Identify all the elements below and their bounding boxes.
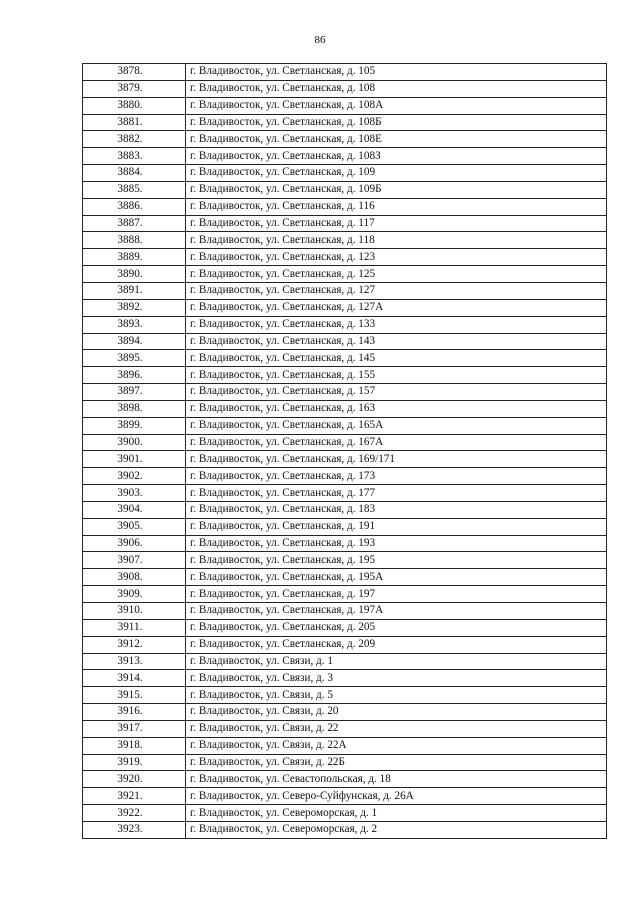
address-cell: г. Владивосток, ул. Светланская, д. 133 (186, 316, 607, 333)
row-number-cell: 3892. (83, 299, 186, 316)
table-row (83, 181, 607, 198)
address-cell: г. Владивосток, ул. Светланская, д. 165А (186, 417, 607, 434)
table-row (83, 400, 607, 417)
row-number-cell: 3880. (83, 97, 186, 114)
address-cell: г. Владивосток, ул. Светланская, д. 108Б (186, 114, 607, 131)
table-row (83, 299, 607, 316)
table-row (83, 249, 607, 266)
address-cell: г. Владивосток, ул. Светланская, д. 127А (186, 299, 607, 316)
address-cell: г. Владивосток, ул. Светланская, д. 117 (186, 215, 607, 232)
row-number-cell: 3886. (83, 198, 186, 215)
row-number-cell: 3918. (83, 737, 186, 754)
table-row (83, 653, 607, 670)
address-cell: г. Владивосток, ул. Светланская, д. 145 (186, 350, 607, 367)
table-row (83, 535, 607, 552)
address-cell: г. Владивосток, ул. Светланская, д. 108 (186, 80, 607, 97)
address-cell: г. Владивосток, ул. Светланская, д. 197 (186, 586, 607, 603)
row-number-cell: 3919. (83, 754, 186, 771)
row-number-cell: 3882. (83, 131, 186, 148)
address-cell: г. Владивосток, ул. Связи, д. 1 (186, 653, 607, 670)
table-row (83, 670, 607, 687)
row-number-cell: 3904. (83, 501, 186, 518)
table-row (83, 552, 607, 569)
address-cell: г. Владивосток, ул. Светланская, д. 109Б (186, 181, 607, 198)
row-number-cell: 3900. (83, 434, 186, 451)
row-number-cell: 3905. (83, 518, 186, 535)
row-number-cell: 3896. (83, 367, 186, 384)
table-row (83, 114, 607, 131)
row-number-cell: 3890. (83, 266, 186, 283)
table-row (83, 451, 607, 468)
table-row (83, 215, 607, 232)
address-cell: г. Владивосток, ул. Светланская, д. 143 (186, 333, 607, 350)
table-row (83, 586, 607, 603)
row-number-cell: 3912. (83, 636, 186, 653)
address-cell: г. Владивосток, ул. Светланская, д. 109 (186, 165, 607, 182)
table-row (83, 282, 607, 299)
row-number-cell: 3884. (83, 165, 186, 182)
row-number-cell: 3901. (83, 451, 186, 468)
address-cell: г. Владивосток, ул. Светланская, д. 108А (186, 97, 607, 114)
table-row (83, 131, 607, 148)
address-cell: г. Владивосток, ул. Связи, д. 20 (186, 704, 607, 721)
table-row (83, 417, 607, 434)
table-row (83, 754, 607, 771)
row-number-cell: 3898. (83, 400, 186, 417)
address-cell: г. Владивосток, ул. Североморская, д. 2 (186, 821, 607, 838)
table-row (83, 687, 607, 704)
address-cell: г. Владивосток, ул. Светланская, д. 169/171 (186, 451, 607, 468)
address-table (82, 63, 607, 839)
address-cell: г. Владивосток, ул. Светланская, д. 108Е (186, 131, 607, 148)
address-cell: г. Владивосток, ул. Светланская, д. 155 (186, 367, 607, 384)
row-number-cell: 3893. (83, 316, 186, 333)
table-row (83, 198, 607, 215)
row-number-cell: 3888. (83, 232, 186, 249)
address-cell: г. Владивосток, ул. Связи, д. 22Б (186, 754, 607, 771)
row-number-cell: 3923. (83, 821, 186, 838)
row-number-cell: 3903. (83, 485, 186, 502)
address-cell: г. Владивосток, ул. Светланская, д. 173 (186, 468, 607, 485)
table-row (83, 485, 607, 502)
address-cell: г. Владивосток, ул. Светланская, д. 163 (186, 400, 607, 417)
row-number-cell: 3881. (83, 114, 186, 131)
row-number-cell: 3883. (83, 148, 186, 165)
row-number-cell: 3920. (83, 771, 186, 788)
address-cell: г. Владивосток, ул. Светланская, д. 105 (186, 64, 607, 81)
table-row (83, 805, 607, 822)
address-cell: г. Владивосток, ул. Светланская, д. 177 (186, 485, 607, 502)
address-table-body (83, 64, 607, 839)
table-row (83, 148, 607, 165)
table-row (83, 821, 607, 838)
address-cell: г. Владивосток, ул. Светланская, д. 195 (186, 552, 607, 569)
row-number-cell: 3887. (83, 215, 186, 232)
table-row (83, 434, 607, 451)
table-row (83, 97, 607, 114)
row-number-cell: 3913. (83, 653, 186, 670)
table-row (83, 367, 607, 384)
row-number-cell: 3914. (83, 670, 186, 687)
table-row (83, 603, 607, 620)
address-cell: г. Владивосток, ул. Светланская, д. 123 (186, 249, 607, 266)
address-cell: г. Владивосток, ул. Светланская, д. 167А (186, 434, 607, 451)
row-number-cell: 3891. (83, 282, 186, 299)
table-row (83, 771, 607, 788)
address-cell: г. Владивосток, ул. Североморская, д. 1 (186, 805, 607, 822)
row-number-cell: 3878. (83, 64, 186, 81)
page-number: 86 (314, 34, 326, 46)
address-cell: г. Владивосток, ул. Северо-Суйфунская, д. 26А (186, 788, 607, 805)
address-cell: г. Владивосток, ул. Светланская, д. 209 (186, 636, 607, 653)
address-cell: г. Владивосток, ул. Связи, д. 22 (186, 720, 607, 737)
table-row (83, 64, 607, 81)
row-number-cell: 3921. (83, 788, 186, 805)
row-number-cell: 3915. (83, 687, 186, 704)
row-number-cell: 3897. (83, 384, 186, 401)
row-number-cell: 3917. (83, 720, 186, 737)
table-row (83, 636, 607, 653)
row-number-cell: 3889. (83, 249, 186, 266)
table-row (83, 468, 607, 485)
address-cell: г. Владивосток, ул. Связи, д. 5 (186, 687, 607, 704)
address-cell: г. Владивосток, ул. Светланская, д. 157 (186, 384, 607, 401)
table-row (83, 384, 607, 401)
row-number-cell: 3910. (83, 603, 186, 620)
row-number-cell: 3894. (83, 333, 186, 350)
row-number-cell: 3879. (83, 80, 186, 97)
table-row (83, 518, 607, 535)
table-row (83, 333, 607, 350)
table-row (83, 316, 607, 333)
row-number-cell: 3911. (83, 619, 186, 636)
address-cell: г. Владивосток, ул. Светланская, д. 197А (186, 603, 607, 620)
address-cell: г. Владивосток, ул. Светланская, д. 108З (186, 148, 607, 165)
address-cell: г. Владивосток, ул. Светланская, д. 183 (186, 501, 607, 518)
row-number-cell: 3922. (83, 805, 186, 822)
row-number-cell: 3899. (83, 417, 186, 434)
row-number-cell: 3907. (83, 552, 186, 569)
table-row (83, 619, 607, 636)
address-cell: г. Владивосток, ул. Светланская, д. 125 (186, 266, 607, 283)
table-row (83, 80, 607, 97)
row-number-cell: 3885. (83, 181, 186, 198)
table-row (83, 266, 607, 283)
address-cell: г. Владивосток, ул. Светланская, д. 127 (186, 282, 607, 299)
address-cell: г. Владивосток, ул. Светланская, д. 193 (186, 535, 607, 552)
address-cell: г. Владивосток, ул. Связи, д. 3 (186, 670, 607, 687)
address-cell: г. Владивосток, ул. Светланская, д. 118 (186, 232, 607, 249)
address-cell: г. Владивосток, ул. Связи, д. 22А (186, 737, 607, 754)
address-cell: г. Владивосток, ул. Светланская, д. 191 (186, 518, 607, 535)
table-row (83, 720, 607, 737)
table-row (83, 737, 607, 754)
table-row (83, 501, 607, 518)
address-cell: г. Владивосток, ул. Севастопольская, д. 18 (186, 771, 607, 788)
table-row (83, 165, 607, 182)
table-row (83, 569, 607, 586)
row-number-cell: 3902. (83, 468, 186, 485)
address-cell: г. Владивосток, ул. Светланская, д. 116 (186, 198, 607, 215)
address-cell: г. Владивосток, ул. Светланская, д. 195А (186, 569, 607, 586)
table-row (83, 788, 607, 805)
row-number-cell: 3895. (83, 350, 186, 367)
row-number-cell: 3906. (83, 535, 186, 552)
row-number-cell: 3916. (83, 704, 186, 721)
address-cell: г. Владивосток, ул. Светланская, д. 205 (186, 619, 607, 636)
row-number-cell: 3909. (83, 586, 186, 603)
row-number-cell: 3908. (83, 569, 186, 586)
table-row (83, 704, 607, 721)
table-row (83, 232, 607, 249)
table-row (83, 350, 607, 367)
